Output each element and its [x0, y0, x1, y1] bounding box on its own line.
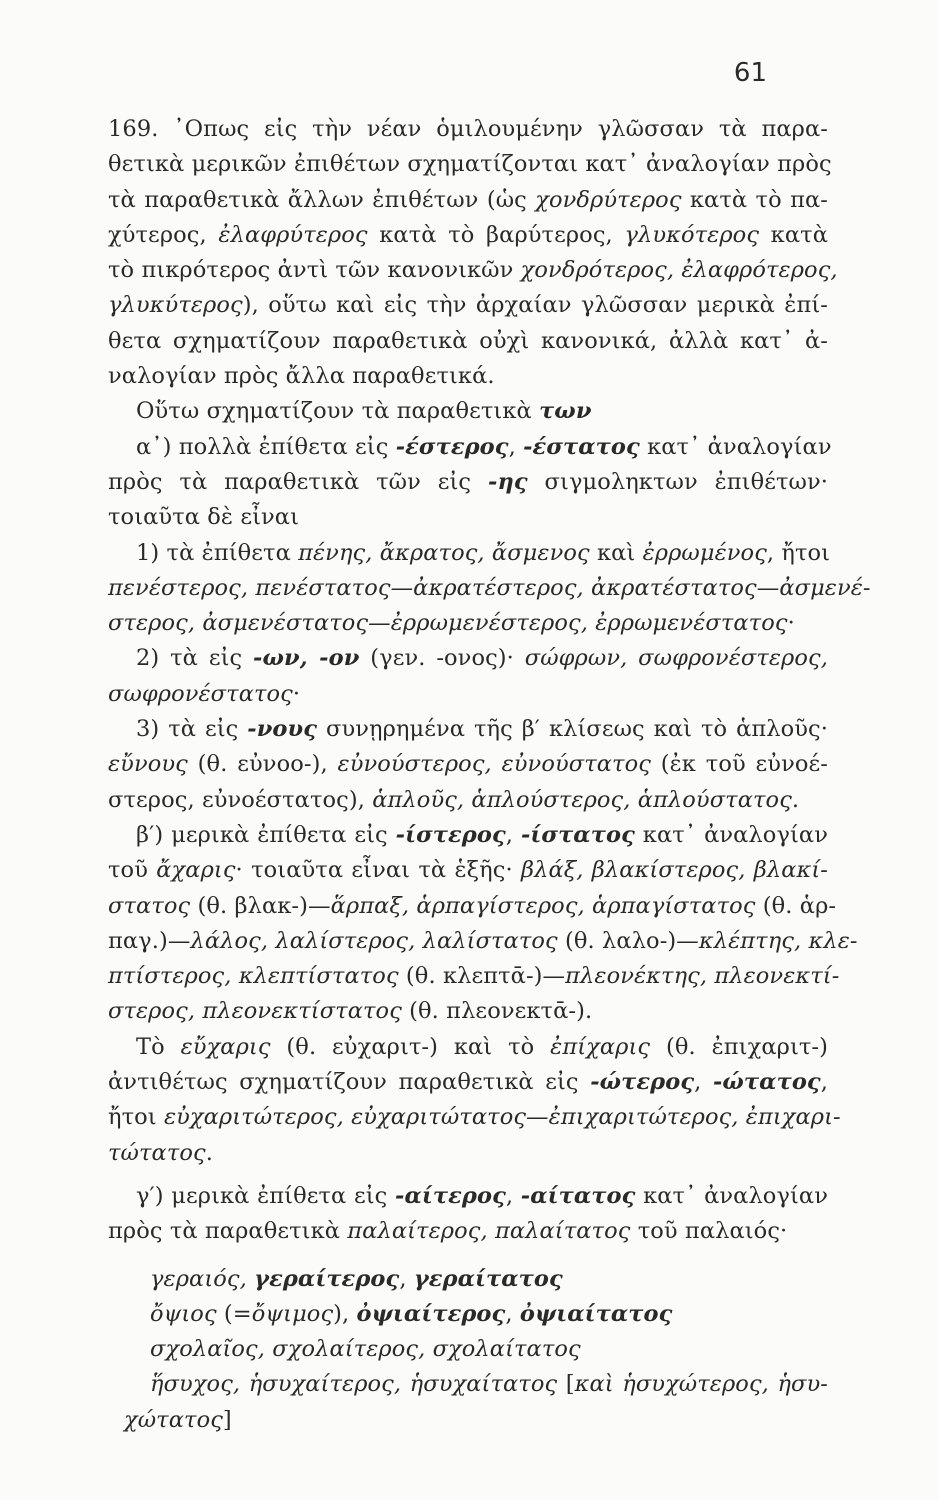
text-run: -ης: [488, 468, 528, 495]
text-run: εὔνους: [108, 751, 188, 778]
text-run: κατὰ τὸ πα-: [681, 186, 828, 213]
text-line: [108, 500, 828, 535]
text-line: [108, 641, 828, 676]
text-run: -ώτερος: [590, 1069, 695, 1096]
text-run: -ίστατος: [520, 821, 635, 848]
text-run: ,: [505, 1182, 521, 1209]
text-line: [108, 394, 828, 429]
text-line: [108, 818, 828, 853]
text-run: θετικὰ μερικῶν ἐπιθέτων σχηματίζονται κατ᾽ ἀναλογίαν πρὸς: [108, 151, 832, 178]
text-run: 2) τὰ εἰς: [136, 645, 254, 672]
text-run: κατὰ τὸ βαρύτερος,: [367, 221, 625, 248]
text-run: συνῃρημένα τῆς β′ κλίσεως καὶ τὸ ἁπλοῦς·: [317, 716, 828, 743]
text-run: ἅρπαξ, ἁρπαγίστερος, ἁρπαγίστατος: [330, 892, 756, 919]
text-run: ]: [222, 1406, 232, 1433]
text-line: [108, 183, 828, 218]
text-run: ὄψιος: [150, 1300, 217, 1327]
text-run: ἐρρωμένος: [642, 539, 767, 566]
text-line: [108, 1179, 828, 1214]
text-run: ἥσυχος, ἡσυχαίτερος, ἡσυχαίτατος: [150, 1371, 558, 1398]
text-run: -έστατος: [523, 433, 640, 460]
text-run: σιγμοληκτων ἐπιθέτων·: [527, 468, 829, 495]
text-line: [108, 783, 828, 818]
text-line: [108, 288, 828, 323]
text-run: .: [205, 1139, 213, 1166]
text-run: Τὸ: [136, 1033, 181, 1060]
text-line: [108, 147, 832, 182]
text-run: -ων, -ον: [253, 645, 360, 672]
text-run: 3) τὰ εἰς: [136, 716, 248, 743]
text-run: παγ.)—: [108, 927, 191, 954]
text-run: ·: [787, 610, 795, 637]
text-run: ,: [505, 1300, 520, 1327]
text-run: παλαίτερος, παλαίτατος: [347, 1218, 631, 1245]
text-run: χονδρότερος, ἐλαφρότερος,: [520, 257, 838, 284]
text-run: , ἤτοι: [766, 539, 831, 566]
text-run: κατ᾽ ἀναλογίαν: [634, 821, 828, 848]
text-run: πρὸς τὰ παραθετικὰ: [108, 1218, 348, 1245]
text-run: τὸ πικρότερος ἀντὶ τῶν κανονικῶν: [108, 257, 521, 284]
text-line: [108, 1262, 828, 1297]
text-line: [108, 994, 828, 1029]
text-run: (ἐκ τοῦ εὐνοέ-: [650, 751, 828, 778]
text-run: (θ. ἁρ-: [755, 892, 837, 919]
text-run: σχολαῖος, σχολαίτερος, σχολαίτατος: [150, 1336, 581, 1363]
text-run: (θ. εὐχαριτ-) καὶ τὸ: [270, 1033, 551, 1060]
text-run: κλέπτης, κλε-: [698, 927, 858, 954]
text-line: [108, 1100, 841, 1135]
text-line: [108, 959, 840, 994]
text-run: τώτατος: [108, 1139, 206, 1166]
text-run: ἐλαφρύτερος: [218, 221, 368, 248]
text-run: ,: [508, 433, 524, 460]
text-run: βλάξ, βλακίστερος, βλακί-: [521, 857, 828, 884]
text-run: ὀψιαίτατος: [519, 1300, 673, 1327]
text-run: εὔχαρις: [180, 1033, 271, 1060]
text-run: λάλος, λαλίστερος, λαλίστατος: [190, 927, 558, 954]
text-run: ),: [333, 1300, 357, 1327]
text-run: · τοιαῦτα εἶναι τὰ ἑξῆς·: [235, 857, 521, 884]
text-run: γ′) μερικὰ ἐπίθετα εἰς: [136, 1182, 396, 1209]
text-line: [108, 1367, 828, 1402]
text-run: χύτερος,: [108, 221, 219, 248]
text-line: [108, 1030, 828, 1065]
text-line: [108, 1065, 828, 1100]
text-line: [108, 853, 828, 888]
text-run: κατ᾽ ἀναλογίαν: [639, 433, 832, 460]
text-run: των: [539, 398, 592, 425]
text-run: πενέστερος, πενέστατος—ἀκρατέστερος, ἀκρατέστατος—ἀσμενέ-: [108, 574, 871, 601]
text-run: στερος, εὐνοέστατος),: [108, 786, 373, 813]
text-run: -ώτατος: [712, 1069, 821, 1096]
text-run: ναλογίαν πρὸς ἄλλα παραθετικά.: [108, 363, 495, 390]
text-run: ἄχαρις: [156, 857, 236, 884]
text-run: (θ. λαλο-)—: [557, 927, 699, 954]
text-line: [108, 430, 832, 465]
text-line: [108, 536, 831, 571]
text-run: ), οὕτω καὶ εἰς τὴν ἀρχαίαν γλῶσσαν μερικὰ ἐπί-: [242, 292, 828, 319]
text-line: [108, 1403, 828, 1438]
text-run: τοιαῦτα δὲ εἶναι: [108, 504, 300, 531]
text-line: [108, 1332, 828, 1367]
text-run: στατος: [108, 892, 191, 919]
text-run: θετα σχηματίζουν παραθετικὰ οὐχὶ κανονικά, ἀλλὰ κατ᾽ ἀ-: [108, 327, 828, 354]
text-run: -ίστερος: [395, 821, 506, 848]
text-line: [108, 112, 828, 147]
text-run: [: [557, 1371, 575, 1398]
text-run: γλυκότερος: [624, 221, 760, 248]
text-run: -έστερος: [395, 433, 509, 460]
text-run: (θ. εὐνοο-),: [187, 751, 338, 778]
text-run: γεραίτερος: [254, 1265, 400, 1292]
text-run: β′) μερικὰ ἐπίθετα εἰς: [136, 821, 396, 848]
text-run: 1) τὰ ἐπίθετα: [136, 539, 299, 566]
text-line: [108, 1136, 828, 1171]
text-run: ὄψιμος: [251, 1300, 334, 1327]
text-run: στερος, πλεονεκτίστατος: [108, 998, 402, 1025]
text-run: -νους: [247, 716, 318, 743]
text-run: χώτατος: [124, 1406, 223, 1433]
text-run: καὶ ἡσυχώτερος, ἡσυ-: [574, 1371, 828, 1398]
text-run: (θ. βλακ-)—: [190, 892, 331, 919]
text-run: πτίστερος, κλεπτίστατος: [108, 963, 399, 990]
text-run: γεραίτατος: [413, 1265, 563, 1292]
text-run: (=: [216, 1300, 252, 1327]
text-run: ἀντιθέτως σχηματίζουν παραθετικὰ εἰς: [108, 1069, 591, 1096]
text-run: (θ. πλεονεκτᾱ-).: [401, 998, 593, 1025]
text-run: πρὸς τὰ παραθετικὰ τῶν εἰς: [108, 468, 488, 495]
text-run: (θ. κλεπτᾱ-)—: [398, 963, 566, 990]
text-line: [108, 359, 828, 394]
text-run: α᾽) πολλὰ ἐπίθετα εἰς: [136, 433, 396, 460]
text-run: ,: [694, 1069, 713, 1096]
text-line: [108, 924, 858, 959]
text-line: [108, 465, 828, 500]
text-run: εὐνούστερος, εὐνούστατος: [337, 751, 651, 778]
text-line: [108, 677, 828, 712]
text-run: στερος, ἀσμενέστατος—ἐρρωμενέστερος, ἐρρωμενέστατος: [108, 610, 788, 637]
text-run: ·: [292, 680, 301, 707]
text-run: χονδρύτερος: [535, 186, 682, 213]
text-run: πένης, ἄκρατος, ἄσμενος: [298, 539, 590, 566]
text-run: σωφρονέστατος: [108, 680, 293, 707]
text-run: ,: [820, 1069, 828, 1096]
text-run: γλυκύτερος: [108, 292, 243, 319]
text-run: 169. ᾿Οπως εἰς τὴν νέαν ὁμιλουμένην γλῶσσαν τὰ παρα-: [108, 116, 828, 142]
text-run: γεραιός,: [150, 1265, 255, 1292]
text-run: πλεονέκτης, πλεονεκτί-: [565, 963, 840, 990]
text-line: [108, 571, 871, 606]
text-run: τοῦ παλαιός·: [630, 1218, 788, 1245]
text-run: ,: [399, 1265, 414, 1292]
text-run: -αίτατος: [520, 1182, 636, 1209]
text-run: σώφρων, σωφρονέστερος,: [524, 645, 828, 672]
text-run: ὀψιαίτερος: [356, 1300, 506, 1327]
text-run: ἁπλοῦς, ἁπλούστερος, ἁπλούστατος: [372, 786, 792, 813]
text-line: [108, 253, 838, 288]
text-run: .: [791, 786, 800, 813]
page-number: 61: [733, 58, 767, 88]
text-run: εὐχαριτώτερος, εὐχαριτώτατος—ἐπιχαριτώτερος, ἐπιχαρι-: [163, 1104, 841, 1131]
text-line: [108, 606, 828, 641]
text-line: [108, 1214, 828, 1249]
text-line: [108, 218, 828, 253]
text-line: [108, 889, 837, 924]
text-run: καὶ: [589, 539, 643, 566]
page-body: [108, 112, 871, 1438]
text-line: [108, 324, 828, 359]
text-run: -αίτερος: [395, 1182, 506, 1209]
text-run: τὰ παραθετικὰ ἄλλων ἐπιθέτων (ὡς: [108, 186, 536, 213]
text-line: [108, 1297, 828, 1332]
text-run: (γεν. -ονος)·: [359, 645, 525, 672]
text-run: κατὰ: [759, 221, 828, 248]
text-run: (θ. ἐπιχαριτ-): [650, 1033, 828, 1060]
text-line: [108, 712, 828, 747]
text-run: ἐπίχαρις: [550, 1033, 651, 1060]
text-run: Οὕτω σχηματίζουν τὰ παραθετικὰ: [136, 398, 540, 425]
text-run: ἤτοι: [108, 1104, 164, 1131]
text-run: κατ᾽ ἀναλογίαν: [635, 1182, 828, 1209]
text-run: ,: [505, 821, 521, 848]
text-line: [108, 747, 828, 782]
text-run: τοῦ: [108, 857, 157, 884]
